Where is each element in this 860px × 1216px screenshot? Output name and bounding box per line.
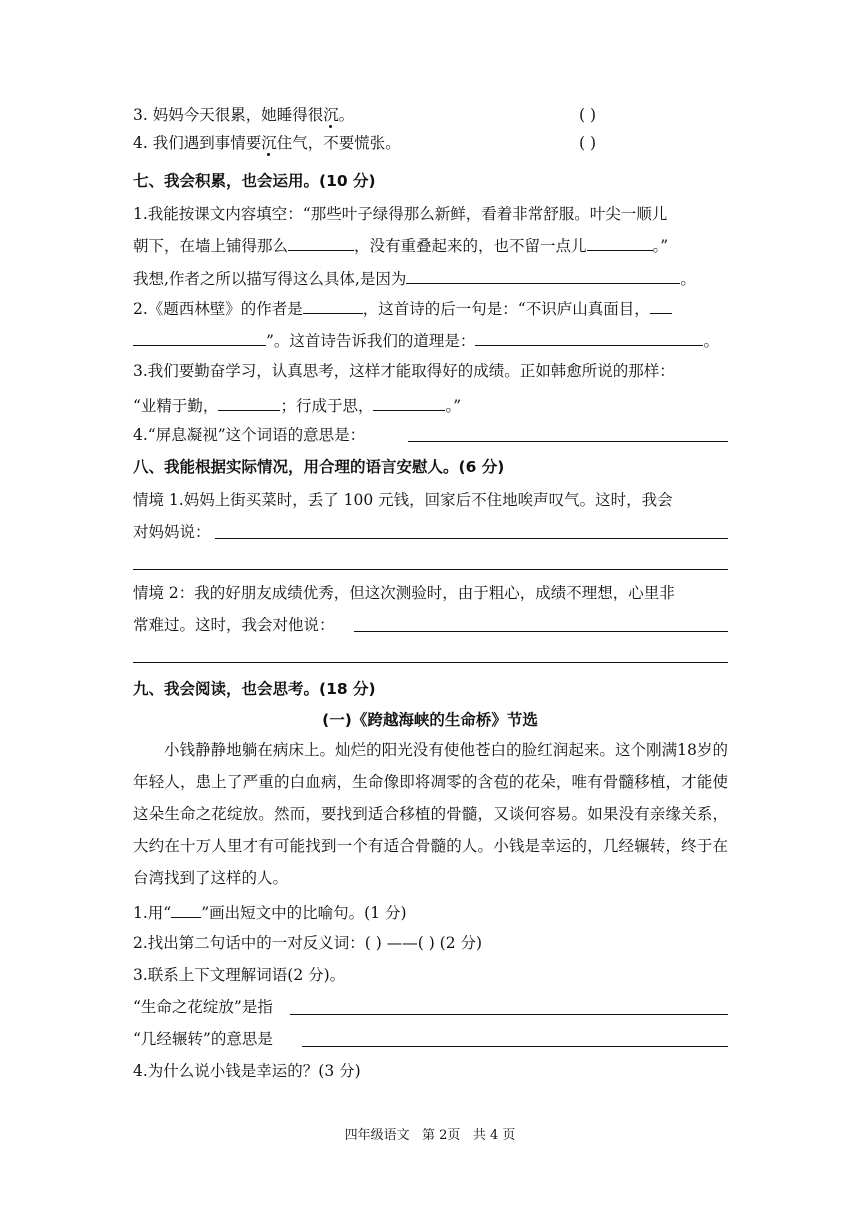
fill-blank bbox=[373, 393, 445, 411]
question-7-1-line2: 朝下，在墙上铺得那么 ，没有重叠起来的，也不留一点儿 。” bbox=[133, 233, 728, 257]
question-9-3-b: “几经辗转”的意思是 bbox=[133, 1030, 273, 1048]
answer-line bbox=[354, 631, 728, 632]
reading-passage bbox=[133, 734, 728, 894]
answer-paren: ( ) bbox=[578, 106, 596, 124]
page-footer bbox=[0, 1124, 860, 1143]
emphasis-char: 沉 bbox=[261, 134, 277, 152]
footer-subject: 四年级语文 bbox=[344, 1128, 410, 1143]
fill-blank bbox=[133, 328, 266, 346]
footer-total: 共 4 页 bbox=[472, 1128, 516, 1143]
fill-blank bbox=[650, 296, 672, 314]
answer-line bbox=[302, 1046, 728, 1047]
passage-text: 小钱静静地躺在病床上。灿烂的阳光没有使他苍白的脸红润起来。这个刚满18岁的年轻人，患上了严重的白血病，生命像即将凋零的含苞的花朵，唯有骨髓移植，才能使这朵生命之花绽放。然而，要找到适合移植的骨髓，又谈何容易。如果没有亲缘关系，大约在十万人里才有可能找到一个有适合骨髓的人。小钱是幸运的，几经辗转，终于在台湾找到了这样的人。 bbox=[133, 741, 728, 887]
fill-blank bbox=[218, 393, 280, 411]
situation-2-line1: 情境 2：我的好朋友成绩优秀，但这次测验时，由于粗心，成绩不理想，心里非 bbox=[133, 584, 675, 602]
fill-blank bbox=[288, 233, 354, 251]
answer-line bbox=[133, 569, 728, 570]
passage-title: (一)《跨越海峡的生命桥》节选 bbox=[322, 711, 538, 729]
answer-line bbox=[215, 538, 728, 539]
situation-1-line1: 情境 1.妈妈上街买菜时，丢了 100 元钱，回家后不住地唉声叹气。这时，我会 bbox=[133, 491, 673, 509]
question-9-1: 1.用“ ”画出短文中的比喻句。(1 分) bbox=[133, 900, 728, 924]
question-7-3-line1: 3.我们要勤奋学习，认真思考，这样才能取得好的成绩。正如韩愈所说的那样： bbox=[133, 362, 675, 380]
emphasis-char: 沉 bbox=[323, 106, 339, 124]
question-7-1-line1: 1.我能按课文内容填空：“那些叶子绿得那么新鲜，看着非常舒服。叶尖一顺儿 bbox=[133, 205, 668, 223]
answer-line bbox=[408, 441, 728, 442]
fill-blank bbox=[587, 233, 653, 251]
fill-blank bbox=[406, 266, 680, 284]
answer-paren: ( ) bbox=[578, 134, 596, 152]
question-7-4: 4.“屏息凝视”这个词语的意思是： bbox=[133, 426, 366, 444]
situation-2-line2: 常难过。这时，我会对他说： bbox=[133, 616, 335, 634]
question-9-2: 2.找出第二句话中的一对反义词：( ) ——( ) (2 分) bbox=[133, 934, 483, 952]
question-9-3: 3.联系上下文理解词语(2 分)。 bbox=[133, 966, 346, 984]
question-9-4: 4.为什么说小钱是幸运的？(3 分) bbox=[133, 1062, 361, 1080]
section-8-heading: 八、我能根据实际情况，用合理的语言安慰人。(6 分) bbox=[133, 458, 505, 476]
answer-line bbox=[133, 662, 728, 663]
question-9-3-a: “生命之花绽放”是指 bbox=[133, 998, 273, 1016]
section-7-heading: 七、我会积累，也会运用。(10 分) bbox=[133, 172, 376, 190]
answer-line bbox=[290, 1014, 728, 1015]
question-7-3-line2: “业精于勤， ；行成于思， 。” bbox=[133, 393, 728, 417]
question-6-4: 4. 我们遇到事情要沉住气，不要慌张。 ( ) bbox=[133, 134, 596, 152]
underline-sample bbox=[171, 900, 201, 918]
section-9-heading: 九、我会阅读，也会思考。(18 分) bbox=[133, 680, 376, 698]
fill-blank bbox=[303, 296, 363, 314]
question-7-1-line3: 我想,作者之所以描写得这么具体,是因为 。 bbox=[133, 266, 728, 290]
question-7-2-line1: 2.《题西林壁》的作者是 ，这首诗的后一句是：“不识庐山真面目， bbox=[133, 296, 728, 320]
fill-blank bbox=[475, 328, 703, 346]
situation-1-line2: 对妈妈说： bbox=[133, 523, 211, 541]
question-6-3: 3. 妈妈今天很累，她睡得很沉。 ( ) bbox=[133, 106, 596, 124]
question-7-2-line2: ”。这首诗告诉我们的道理是： 。 bbox=[133, 328, 728, 352]
footer-page: 第 2页 bbox=[422, 1128, 461, 1143]
